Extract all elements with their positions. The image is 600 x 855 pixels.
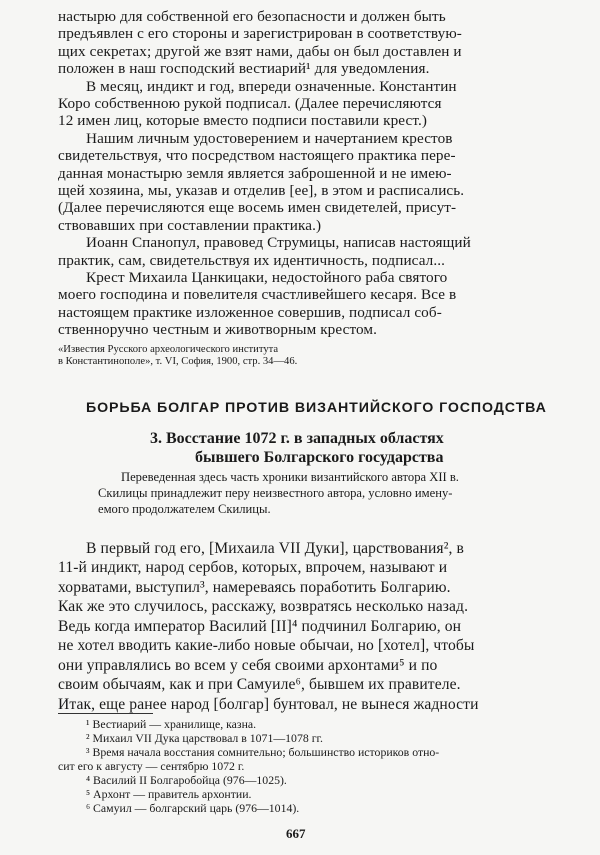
footnote: ³ Время начала восстания сомнительно; большинство историков отно-: [86, 745, 440, 759]
chapter-title: 3. Восстание 1072 г. в западных областях: [150, 430, 444, 447]
source-citation: «Известия Русского археологического института: [58, 344, 279, 355]
text-line: настырю для собственной его безопасности и должен быть: [58, 8, 446, 25]
text-line: Иоанн Спанопул, правовед Струмицы, написав настоящий: [86, 234, 471, 252]
chapter-title: бывшего Болгарского государства: [195, 449, 444, 466]
text-line: В месяц, индикт и год, впереди означенные. Константин: [86, 77, 457, 95]
text-line: Нашим личным удостоверением и начертанием крестов: [86, 129, 453, 147]
text-line: положен в наш господский вестиарий¹ для уведомления.: [58, 60, 430, 78]
text-line: они управлялись во всем у себя своими архонтами⁵ и по: [58, 657, 438, 674]
text-line: 11-й индикт, народ сербов, которых, впрочем, называют и: [58, 559, 448, 576]
text-line: хорватами, выступил³, намереваясь поработить Болгарию.: [58, 579, 451, 596]
text-line: Как же это случилось, расскажу, возвратясь несколько назад.: [58, 598, 469, 615]
text-line: Итак, еще ранее народ [болгар] бунтовал, не вынеся жадности: [58, 696, 479, 713]
text-line: 12 имен лиц, которые вместо подписи поставили крест.): [58, 112, 428, 130]
intro-note: Скилицы принадлежит перу неизвестного автора, условно имену-: [98, 486, 453, 500]
text-line: ственноручно честным и животворным крестом.: [58, 321, 377, 339]
footnote: ¹ Вестиарий — хранилище, казна.: [86, 717, 257, 731]
page-number: 667: [286, 826, 306, 841]
text-line: (Далее перечисляются еще восемь имен свидетелей, присут-: [58, 199, 457, 217]
footnote-divider: [58, 713, 153, 714]
text-line: щих секретах; другой же взят нами, дабы он был доставлен и: [58, 42, 462, 60]
text-line: своим обычаям, как и при Самуиле⁶, бывшем их правителе.: [58, 676, 461, 693]
footnote: ⁵ Архонт — правитель архонтии.: [86, 787, 252, 801]
text-line: свидетельствуя, что посредством настоящего практика пере-: [58, 147, 456, 165]
section-heading: БОРЬБА БОЛГАР ПРОТИВ ВИЗАНТИЙСКОГО ГОСПОДСТВА: [86, 400, 547, 416]
intro-note: Переведенная здесь часть хроники византийского автора XII в.: [121, 470, 459, 484]
footnote: ⁴ Василий II Болгаробойца (976—1025).: [86, 773, 287, 787]
text-line: Ведь когда император Василий [II]⁴ подчинил Болгарию, он: [58, 618, 462, 635]
footnote: ⁶ Самуил — болгарский царь (976—1014).: [86, 801, 300, 815]
source-citation: в Константинополе», т. VI, София, 1900, стр. 34—46.: [58, 356, 298, 367]
text-line: не хотел вводить какие-либо новые обычаи, но [хотел], чтобы: [58, 637, 475, 654]
text-line: настоящем практике изложенное совершив, подписал соб-: [58, 303, 442, 321]
text-line: практик, сам, свидетельствуя их идентичность, подписал...: [58, 251, 446, 269]
intro-note: емого продолжателем Скилицы.: [98, 502, 271, 516]
text-line: данная монастырю земля является заброшенной и не имею-: [58, 164, 452, 182]
text-line: предъявлен с его стороны и зарегистрирован в соответствую-: [58, 25, 462, 43]
text-line: Коро собственною рукой подписал. (Далее перечисляются: [58, 95, 442, 112]
footnote: ² Михаил VII Дука царствовал в 1071—1078 гг.: [86, 731, 323, 745]
text-line: моего господина и повелителя счастливейшего кесаря. Все в: [58, 286, 457, 304]
text-line: ствовавших при составлении практика.): [58, 216, 322, 234]
text-line: В первый год его, [Михаила VII Дуки], царствования², в: [86, 540, 464, 557]
text-line: Крест Михаила Цанкицаки, недостойного раба святого: [86, 269, 448, 286]
footnote: сит его к августу — сентябрю 1072 г.: [58, 759, 245, 773]
text-line: щей хозяина, мы, указав и отделив [ее], в этом и расписались.: [58, 182, 465, 199]
